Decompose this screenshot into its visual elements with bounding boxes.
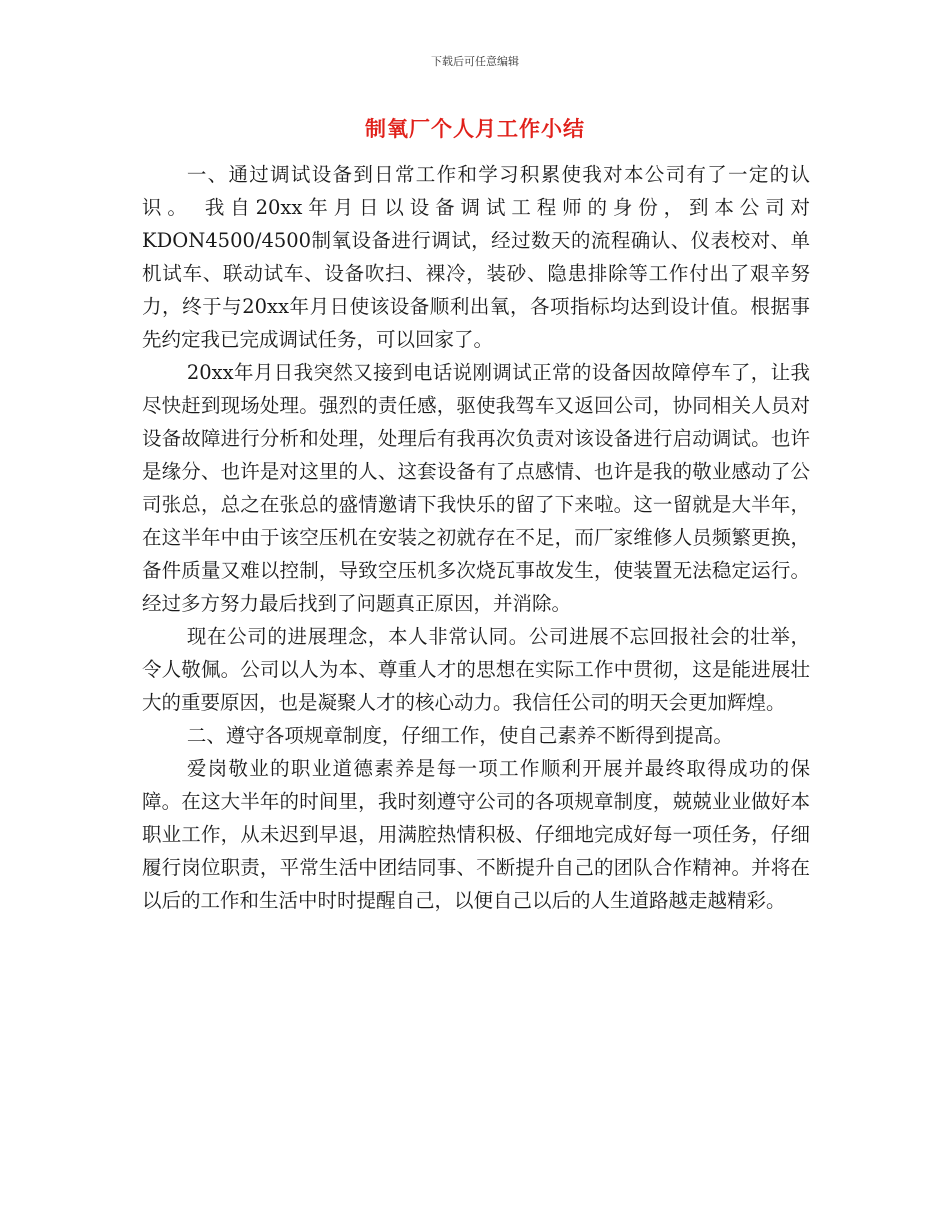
- paragraph-5: 爱岗敬业的职业道德素养是每一项工作顺利开展并最终取得成功的保障。在这大半年的时间里，我时刻遵守公司的各项规章制度，兢兢业业做好本职业工作，从未迟到早退，用满腔热情积极、仔细地完成好每一项任务，仔细履行岗位职责，平常生活中团结同事、不断提升自己的团队合作精神。并将在以后的工作和生活中时时提醒自己，以便自己以后的人生道路越走越精彩。: [142, 757, 810, 912]
- header-note: 下载后可任意编辑: [431, 55, 519, 68]
- document-title: 制氧厂个人月工作小结: [365, 117, 585, 141]
- paragraph-4: 二、遵守各项规章制度，仔细工作，使自己素养不断得到提高。: [186, 724, 733, 747]
- paragraph-1: 一、通过调试设备到日常工作和学习积累使我对本公司有了一定的认识。 我自20xx年月日以设备调试工程师的身份，到本公司对KDON4500/4500制氧设备进行调试，经过数天的流程确认、仪表校对、单机试车、联动试车、设备吹扫、裸冷，装砂、隐患排除等工作付出了艰辛努力，终于与20xx年月日使该设备顺利出氧，各项指标均达到设计值。根据事先约定我已完成调试任务，可以回家了。: [142, 163, 810, 351]
- paragraph-2: 20xx年月日我突然又接到电话说刚调试正常的设备因故障停车了，让我尽快赶到现场处理。强烈的责任感，驱使我驾车又返回公司，协同相关人员对设备故障进行分析和处理，处理后有我再次负责对该设备进行启动调试。也许是缘分、也许是对这里的人、这套设备有了点感情、也许是我的敬业感动了公司张总，总之在张总的盛情邀请下我快乐的留了下来啦。这一留就是大半年，在这半年中由于该空压机在安装之初就存在不足，而厂家维修人员频繁更换，备件质量又难以控制，导致空压机多次烧瓦事故发生，使装置无法稳定运行。经过多方努力最后找到了问题真正原因，并消除。: [142, 361, 810, 615]
- document-body: [142, 158, 810, 917]
- paragraph-3: 现在公司的进展理念，本人非常认同。公司进展不忘回报社会的壮举，令人敬佩。公司以人为本、尊重人才的思想在实际工作中贯彻，这是能进展壮大的重要原因，也是凝聚人才的核心动力。我信任公司的明天会更加辉煌。: [142, 625, 810, 714]
